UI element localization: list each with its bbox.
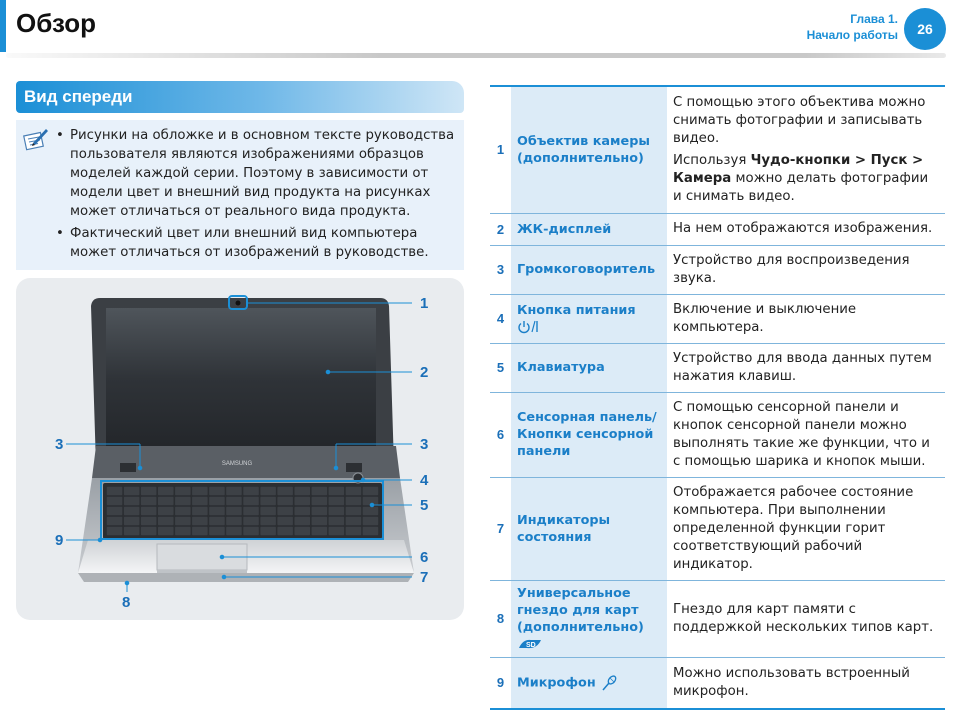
keyboard-key [107,517,123,525]
section-title: Вид спереди [16,81,464,113]
keyboard-key [192,517,208,525]
keyboard-key [277,527,293,535]
keyboard-key [243,487,258,495]
svg-text:SD: SD [526,642,536,649]
keyboard-key [329,487,345,495]
keyboard-key [243,527,258,535]
keyboard-key [175,527,191,535]
power-icon [517,320,539,334]
keyboard-key [192,507,208,515]
component-name-cell [511,580,667,657]
keyboard-key [175,487,191,495]
right-speaker-icon [346,463,362,472]
keyboard-key [107,527,123,535]
keyboard-key [312,507,328,515]
keyboard-key [141,487,157,495]
component-name-cell [511,657,667,709]
component-description: Можно использовать встроенный микрофон. [667,657,945,709]
keyboard-key [124,517,139,525]
component-description: На нем отображаются изображения. [667,213,945,245]
microphone-icon [600,674,618,692]
keyboard-key [277,497,293,505]
row-number: 4 [490,294,511,343]
keyboard-key [295,527,311,535]
component-description: С помощью сенсорной панели и кнопок сенсорной панели можно выполнять такие же функции, что и с помощью шарика и кнопок мыши. [667,392,945,477]
keyboard-key [209,497,225,505]
keyboard-key [192,497,208,505]
description-text: С помощью этого объектива можно снимать фотографии и записывать видео. [673,94,926,146]
keyboard-key [260,497,276,505]
keyboard-key [158,487,174,495]
callout-4: 4 [420,472,429,489]
table-row [490,86,945,213]
note-item: • Фактический цвет или внешний вид компьютера может отличаться от изображений в руководстве. [56,224,456,262]
keyboard-key [141,517,157,525]
table-row [490,294,945,343]
row-number: 8 [490,580,511,657]
callout-9: 9 [55,532,64,549]
keyboard-key [192,487,208,495]
keyboard-key [346,527,362,535]
keyboard-key [363,507,379,515]
component-name: Универсальное гнездо для карт (дополнительно) [517,585,644,635]
keyboard-key [158,517,174,525]
keyboard-key [346,497,362,505]
keyboard-key [209,517,225,525]
charm-path: Чудо-кнопки > Пуск > Камера [673,152,924,186]
keyboard-key [243,517,258,525]
chapter-label[interactable] [807,11,898,43]
component-description: Устройство для ввода данных путем нажатия клавиш. [667,343,945,392]
keyboard-key [175,507,191,515]
keyboard-key [295,487,311,495]
keyboard-key [158,507,174,515]
sd-card-icon [517,638,543,650]
callout-2: 2 [420,364,429,381]
keyboard-key [346,487,362,495]
callout-5: 5 [420,497,429,514]
keyboard-key [243,497,258,505]
keyboard-key [277,487,293,495]
component-description: Включение и выключение компьютера. [667,294,945,343]
table-row [490,477,945,580]
note-pencil-icon [22,126,50,154]
component-description: Отображается рабочее состояние компьютера. При выполнении определенной функции горит соответствующий рабочий индикатор. [667,477,945,580]
laptop-front-figure [16,278,464,620]
table-row [490,343,945,392]
header-divider [6,53,946,58]
callout-7: 7 [420,569,429,586]
callout-8: 8 [122,594,131,611]
keyboard-key [329,497,345,505]
keyboard-key [363,517,379,525]
keyboard-key [277,517,293,525]
table-row [490,657,945,709]
row-number: 1 [490,86,511,213]
keyboard-key [363,487,379,495]
keyboard-key [243,507,258,515]
keyboard-key [346,507,362,515]
keyboard-key [329,507,345,515]
note-box [16,120,464,270]
callout-3-left: 3 [55,436,64,453]
callout-6: 6 [420,549,429,566]
keyboard-key [226,527,242,535]
camera-lens-icon [236,301,241,306]
callout-1: 1 [420,295,429,312]
table-row [490,392,945,477]
keyboard-key [124,497,139,505]
keyboard-key [175,517,191,525]
keyboard-key [363,527,379,535]
keyboard-key [260,527,276,535]
keyboard-key [141,527,157,535]
component-name: Кнопка питания [517,302,636,318]
keyboard-key [260,517,276,525]
component-name: Микрофон [517,675,596,691]
keyboard-key [141,497,157,505]
keyboard-key [192,527,208,535]
keyboard-key [312,487,328,495]
table-row [490,213,945,245]
keyboard-key [312,497,328,505]
row-number: 6 [490,392,511,477]
keyboard-key [329,517,345,525]
row-number: 5 [490,343,511,392]
page-number-badge: 26 [904,8,946,50]
left-speaker-icon [120,463,136,472]
keyboard-key [260,507,276,515]
keyboard-key [209,487,225,495]
note-list [56,126,456,265]
component-description [667,86,945,213]
component-description: Гнездо для карт памяти с поддержкой нескольких типов карт. [667,580,945,657]
component-name: ЖК-дисплей [511,213,667,245]
keyboard-key [226,487,242,495]
keyboard-key [158,527,174,535]
keyboard-key [107,507,123,515]
keyboard-key [329,527,345,535]
keyboard-key [226,507,242,515]
keyboard-key [175,497,191,505]
keyboard-key [124,507,139,515]
keyboard-key [107,487,123,495]
keyboard-key [295,507,311,515]
row-number: 3 [490,245,511,294]
components-table [490,85,945,710]
description-text-part: можно делать фотографии и снимать видео. [673,170,929,204]
chapter-number: Глава 1. [850,12,898,26]
brand-logo: SAMSUNG [221,461,253,467]
row-number: 2 [490,213,511,245]
chapter-title: Начало работы [806,28,898,42]
keyboard-key [295,497,311,505]
keyboard-key [209,527,225,535]
keyboard-key [346,517,362,525]
description-text [673,152,939,206]
header-accent-bar [0,0,6,52]
keyboard-key [226,517,242,525]
row-number: 9 [490,657,511,709]
table-row [490,580,945,657]
table-row [490,245,945,294]
component-name: Индикаторы состояния [511,477,667,580]
component-name-cell [511,294,667,343]
description-text-part: Используя [673,152,751,168]
callout-3-right: 3 [420,436,429,453]
component-name: Сенсорная панель/ Кнопки сенсорной панели [511,392,667,477]
keyboard-key [141,507,157,515]
row-number: 7 [490,477,511,580]
component-name: Клавиатура [511,343,667,392]
keyboard-key [312,517,328,525]
keyboard-key [209,507,225,515]
keyboard-key [277,507,293,515]
keyboard-key [107,497,123,505]
keyboard-key [226,497,242,505]
note-item: • Рисунки на обложке и в основном тексте руководства пользователя являются изображениями образцов моделей каждой серии. Поэтому в зависимости от модели цвет и внешний вид продукта на рисунках может отличаться от реального вида продукта. [56,126,456,221]
keyboard-key [295,517,311,525]
keyboard-key [312,527,328,535]
keyboard-key [124,527,139,535]
keyboard-key [260,487,276,495]
component-name: Объектив камеры (дополнительно) [511,86,667,213]
keyboard-key [158,497,174,505]
component-name: Громкоговоритель [511,245,667,294]
laptop-illustration [16,278,464,620]
component-description: Устройство для воспроизведения звука. [667,245,945,294]
page-title: Обзор [16,8,96,38]
keyboard-key [124,487,139,495]
